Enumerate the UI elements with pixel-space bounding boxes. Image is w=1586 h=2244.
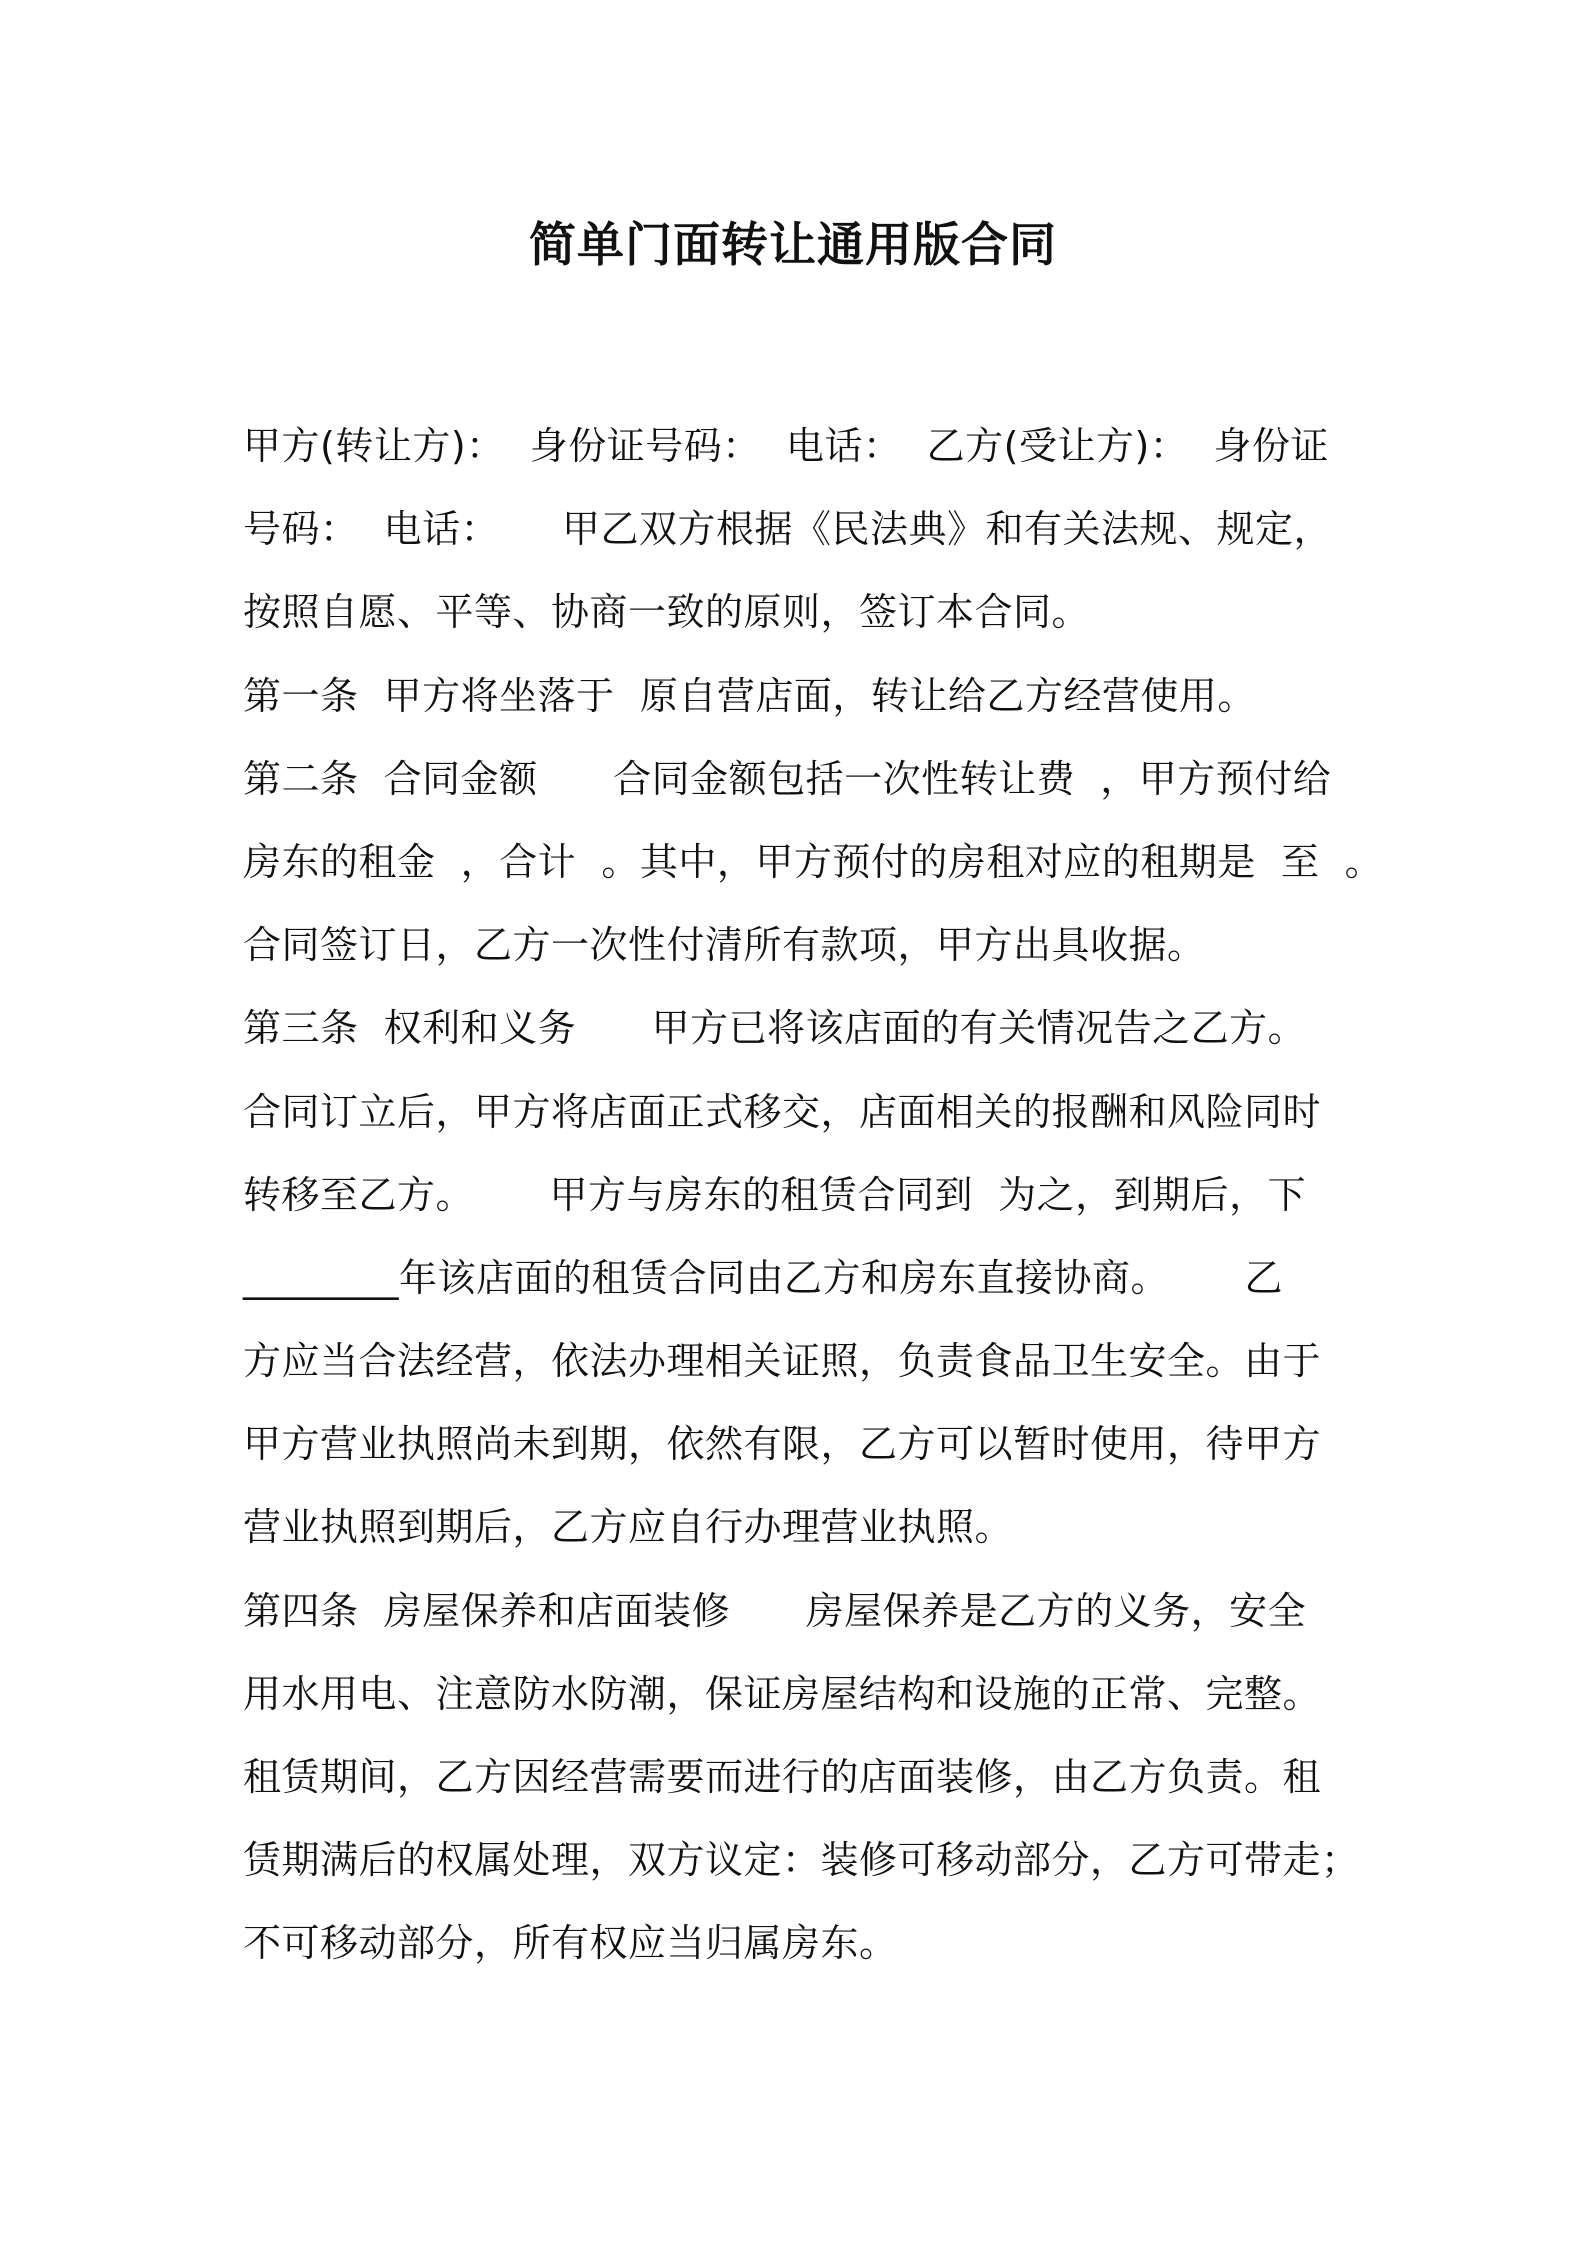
text-line: 按照自愿、平等、协商一致的原则，签订本合同。 [243, 590, 1091, 635]
text-line: 不可移动部分，所有权应当归属房东。 [243, 1921, 898, 1966]
text-line: 转移至乙方。 甲方与房东的租赁合同到 为之，到期后，下 [243, 1172, 1307, 1217]
article-1-line: 第一条 甲方将坐落于 原自营店面，转让给乙方经营使用。 [243, 673, 1256, 718]
document-title: 简单门面转让通用版合同 [529, 218, 1057, 273]
text-line: 号码： 电话： 甲乙双方根据《民法典》和有关法规、规定， [243, 507, 1333, 552]
article-2-line: 第二条 合同金额 合同金额包括一次性转让费 ，甲方预付给 [243, 756, 1332, 801]
text-line: 房东的租金 ，合计 。其中，甲方预付的房租对应的租期是 至 。 [243, 839, 1384, 884]
text-line: 营业执照到期后，乙方应自行办理营业执照。 [243, 1505, 1014, 1550]
text-line: 方应当合法经营，依法办理相关证照，负责食品卫生安全。由于 [243, 1339, 1322, 1384]
text-line: 租赁期间，乙方因经营需要而进行的店面装修，由乙方负责。租 [243, 1755, 1322, 1799]
text-line: ________年该店面的租赁合同由乙方和房东直接协商。 乙 [243, 1255, 1283, 1300]
text-line: 甲方(转让方)： 身份证号码： 电话： 乙方(受让方)： 身份证 [243, 424, 1329, 468]
article-3-line: 第三条 权利和义务 甲方已将该店面的有关情况告之乙方。 [243, 1006, 1307, 1051]
text-line: 甲方营业执照尚未到期，依然有限，乙方可以暂时使用，待甲方 [243, 1422, 1322, 1467]
text-line: 合同订立后，甲方将店面正式移交，店面相关的报酬和风险同时 [243, 1089, 1322, 1134]
text-line: 合同签订日，乙方一次性付清所有款项，甲方出具收据。 [243, 923, 1206, 968]
text-line: 赁期满后的权属处理，双方议定：装修可移动部分，乙方可带走； [243, 1838, 1360, 1883]
contract-body [243, 405, 1384, 1986]
article-4-line: 第四条 房屋保养和店面装修 房屋保养是乙方的义务，安全 [243, 1588, 1307, 1633]
text-line: 用水用电、注意防水防潮，保证房屋结构和设施的正常、完整。 [243, 1671, 1322, 1716]
